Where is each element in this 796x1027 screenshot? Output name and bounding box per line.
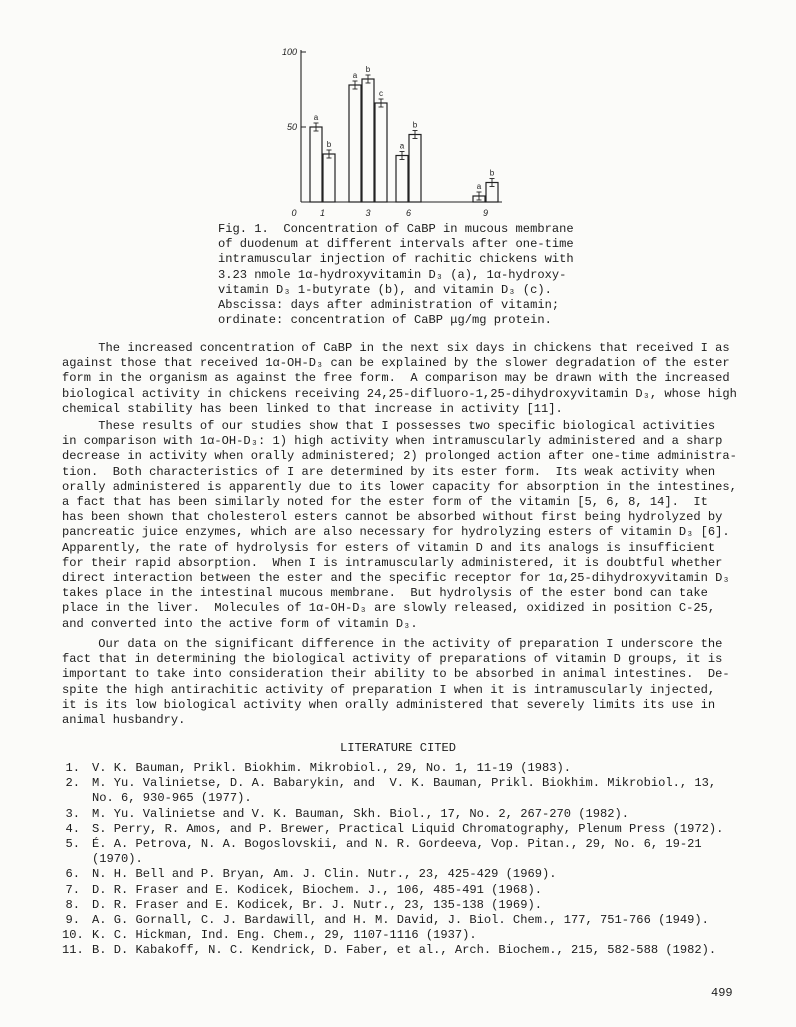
- caption-line: vitamin D₃ 1-butyrate (b), and vitamin D₃ (c).: [218, 282, 552, 297]
- bar-label: a: [313, 113, 319, 122]
- bar: [310, 127, 322, 202]
- bar: [362, 79, 374, 202]
- reference-number: 7.: [65, 882, 80, 897]
- bar-chart: [270, 40, 550, 225]
- reference-text: (1970).: [92, 852, 143, 867]
- bar-label: a: [476, 182, 482, 191]
- reference-text: M. Yu. Valinietse, D. A. Babarykin, and V. K. Bauman, Prikl. Biokhim. Mikrobiol., 13,: [92, 776, 717, 791]
- x-tick-label: 6: [405, 208, 412, 218]
- caption-line: ordinate: concentration of CaBP μg/mg protein.: [218, 313, 552, 328]
- reference-text: D. R. Fraser and E. Kodicek, Biochem. J., 106, 485-491 (1968).: [92, 882, 542, 897]
- bar-label: b: [365, 65, 371, 74]
- bar: [409, 135, 421, 203]
- reference-number: 9.: [65, 913, 80, 928]
- bar-label: b: [326, 140, 332, 149]
- reference-item: [62, 883, 762, 898]
- reference-text: D. R. Fraser and E. Kodicek, Br. J. Nutr., 23, 135-138 (1969).: [92, 897, 542, 912]
- caption-line: Abscissa: days after administration of vitamin;: [218, 298, 560, 313]
- reference-text: É. A. Petrova, N. A. Bogoslovskii, and N. R. Gordeeva, Vop. Pitan., 29, No. 6, 19-21: [92, 837, 702, 852]
- reference-text: V. K. Bauman, Prikl. Biokhim. Mikrobiol., 29, No. 1, 11-19 (1983).: [92, 761, 571, 775]
- reference-item: [62, 867, 762, 882]
- paragraph-line: takes place in the intestinal mucous membrane. But hydrolysis of the ester bond can take: [62, 586, 708, 601]
- paragraph-3: [62, 637, 742, 728]
- paragraph-line: fact that in determining the biological activity of preparations of vitamin D groups, it is: [62, 652, 723, 667]
- paragraph-line: biological activity in chickens receiving 24,25-difluoro-1,25-dihydroxyvitamin D₃, whose high: [62, 386, 737, 401]
- reference-number: 4.: [65, 821, 80, 836]
- reference-item: [62, 943, 762, 958]
- caption-line: Fig. 1. Concentration of CaBP in mucous membrane: [218, 222, 574, 236]
- reference-text: No. 6, 930-965 (1977).: [92, 791, 252, 806]
- reference-item: [62, 822, 762, 837]
- bar-label: a: [399, 141, 405, 151]
- reference-number: 5.: [65, 837, 80, 852]
- reference-number: 8.: [65, 897, 80, 912]
- reference-text: S. Perry, R. Amos, and P. Brewer, Practical Liquid Chromatography, Plenum Press (1972).: [92, 821, 724, 836]
- reference-number: 6.: [65, 867, 80, 882]
- reference-text: A. G. Gornall, C. J. Bardawill, and H. M. David, J. Biol. Chem., 177, 751-766 (1949).: [92, 913, 709, 928]
- bar: [375, 103, 387, 202]
- literature-cited-heading: LITERATURE CITED: [339, 741, 457, 755]
- paragraph-line: orally administered is apparently due to its lower capacity for absorption in the intestines,: [62, 479, 737, 494]
- bar-label: b: [412, 120, 418, 130]
- paragraph-1: [62, 341, 742, 417]
- bar-label: a: [352, 71, 358, 80]
- paragraph-line: decrease in activity when orally administered; 2) prolonged action after one-time administra-: [62, 449, 737, 464]
- paragraph-line: spite the high antirachitic activity of preparation I when it is intramuscularly injected,: [62, 682, 716, 697]
- reference-text: N. H. Bell and P. Bryan, Am. J. Clin. Nutr., 23, 425-429 (1969).: [92, 867, 557, 882]
- paragraph-line: The increased concentration of CaBP in the next six days in chickens that received I as: [62, 341, 730, 355]
- paragraph-line: Apparently, the rate of hydrolysis for esters of vitamin D and its analogs is insufficient: [62, 540, 716, 555]
- reference-number: 3.: [65, 806, 80, 821]
- y-tick-label: 100: [281, 47, 297, 57]
- reference-item: [62, 776, 762, 806]
- bar-label: b: [489, 168, 495, 178]
- paragraph-line: important to take into consideration their ability to be absorbed in animal intestines. De-: [62, 667, 730, 682]
- paragraph-line: pancreatic juice enzymes, which are also necessary for hydrolyzing esters of vitamin D₃ [6].: [62, 525, 730, 540]
- caption-line: intramuscular injection of rachitic chickens with: [218, 252, 574, 267]
- reference-item: [62, 807, 762, 822]
- reference-number: 2.: [65, 776, 80, 791]
- x-tick-label: 9: [482, 208, 489, 218]
- paragraph-line: direct interaction between the ester and the specific receptor for 1α,25-dihydroxyvitamin D₃: [62, 571, 730, 586]
- reference-text: M. Yu. Valinietse and V. K. Bauman, Skh. Biol., 17, No. 2, 267-270 (1982).: [92, 806, 630, 821]
- page-number: 499: [711, 986, 733, 1000]
- x-tick-label: 3: [365, 208, 371, 218]
- references-list: [62, 761, 762, 959]
- caption-line: of duodenum at different intervals after one-time: [218, 237, 574, 252]
- paragraph-line: in comparison with 1α-OH-D₃: 1) high activity when intramuscularly administered and a sharp: [62, 434, 723, 449]
- bar: [396, 156, 408, 203]
- paragraph-line: form in the organism as against the free form. A comparison may be drawn with the increased: [62, 371, 730, 386]
- paragraph-line: it is its low biological activity when orally administered that severely limits its use in: [62, 697, 716, 712]
- paragraph-line: against those that received 1α-OH-D₃ can be explained by the slower degradation of the ester: [62, 356, 730, 371]
- paragraph-line: and converted into the active form of vitamin D₃.: [62, 616, 418, 631]
- paragraph-line: Our data on the significant difference in the activity of preparation I underscore the: [62, 637, 723, 651]
- bar: [323, 154, 335, 202]
- paragraph-line: tion. Both characteristics of I are determined by its ester form. Its weak activity when: [62, 464, 716, 479]
- figure-caption: [218, 222, 598, 328]
- reference-number: 11.: [62, 943, 84, 958]
- paragraph-line: has been shown that cholesterol esters cannot be absorbed without first being hydrolyzed by: [62, 510, 723, 525]
- reference-item: [62, 761, 762, 776]
- paragraph-line: a fact that has been similarly noted for the ester form of the vitamin [5, 6, 8, 14]. It: [62, 495, 708, 510]
- paragraph-line: These results of our studies show that I possesses two specific biological activities: [62, 419, 716, 433]
- paragraph-2: [62, 419, 742, 632]
- figure-1: [270, 40, 550, 225]
- paragraph-line: animal husbandry.: [62, 713, 186, 728]
- reference-text: B. D. Kabakoff, N. C. Kendrick, D. Faber, et al., Arch. Biochem., 215, 582-588 (1982).: [92, 943, 717, 958]
- reference-number: 10.: [62, 928, 84, 943]
- x-tick-label: 1: [319, 208, 326, 218]
- y-tick-label: 50: [286, 122, 297, 132]
- reference-item: [62, 837, 762, 867]
- reference-item: [62, 928, 762, 943]
- bar-label: c: [379, 89, 383, 98]
- reference-item: [62, 913, 762, 928]
- x-tick-label: 0: [291, 208, 297, 218]
- caption-line: 3.23 nmole 1α-hydroxyvitamin D₃ (a), 1α-hydroxy-: [218, 267, 567, 282]
- reference-text: K. C. Hickman, Ind. Eng. Chem., 29, 1107-1116 (1937).: [92, 928, 477, 943]
- bar: [349, 85, 361, 202]
- paragraph-line: chemical stability has been linked to that increase in activity [11].: [62, 401, 563, 416]
- reference-item: [62, 898, 762, 913]
- paragraph-line: place in the liver. Molecules of 1α-OH-D₃ are slowly released, oxidized in position C-25,: [62, 601, 716, 616]
- paragraph-line: for their rapid absorption. When I is intramuscularly administered, it is doubtful whether: [62, 555, 723, 570]
- reference-number: 1.: [65, 761, 80, 775]
